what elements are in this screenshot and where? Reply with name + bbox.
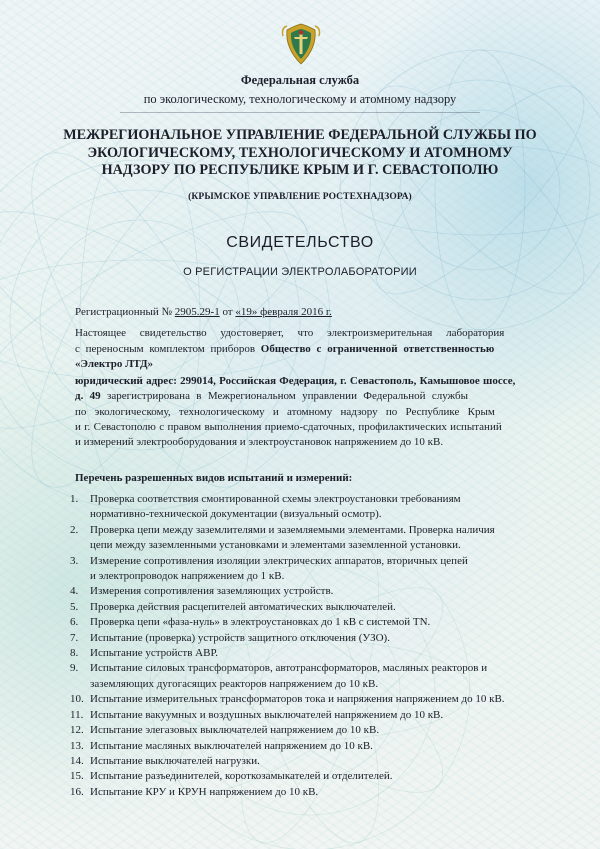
regional-office-title-line: МЕЖРЕГИОНАЛЬНОЕ УПРАВЛЕНИЕ ФЕДЕРАЛЬНОЙ СЛУЖБЫ ПО [63, 127, 537, 143]
list-item-number: 10. [70, 693, 84, 706]
list-item-text: заземляющих дугогасящих реакторов напряжением до 10 кВ. [90, 677, 379, 690]
list-item [70, 600, 570, 615]
list-item-text: Испытание измерительных трансформаторов тока и напряжения напряжением до 10 кВ. [90, 693, 505, 706]
list-item [70, 615, 570, 630]
list-item-number: 15. [70, 770, 84, 783]
registration-number: 2905.29-1 [174, 306, 220, 318]
list-item-number: 3. [70, 554, 79, 567]
regional-office-title-line: ЭКОЛОГИЧЕСКОМУ, ТЕХНОЛОГИЧЕСКОМУ И АТОМНОМУ [87, 144, 513, 161]
list-item-text: Проверка цепи «фаза-нуль» в электроустановках до 1 кВ с системой TN. [90, 616, 431, 629]
list-item [70, 754, 570, 769]
list-item-text: Испытание выключателей нагрузки. [90, 754, 260, 767]
list-item-text: Проверка соответствия смонтированной схемы электроустановки требованиям [90, 493, 461, 505]
list-item [70, 646, 570, 661]
paragraph-line: и г. Севастополю с правом выполнения приемо-сдаточных, профилактических испытаний [75, 420, 502, 433]
address-paragraph [75, 374, 555, 450]
legal-address-house: д. 49 [75, 390, 101, 403]
list-item [70, 523, 570, 554]
list-item-text: Испытание (проверка) устройств защитного отключения (УЗО). [90, 631, 390, 644]
list-item [70, 692, 570, 707]
registration-date: «19» февраля 2016 г. [235, 306, 332, 318]
org-name-line1: Федеральная служба [240, 73, 360, 87]
list-item-number: 16. [70, 785, 84, 798]
list-item-number: 4. [70, 585, 79, 598]
certificate-title: СВИДЕТЕЛЬСТВО [226, 234, 374, 251]
list-item-text: Испытание устройств АВР. [90, 647, 218, 660]
list-item-number: 2. [70, 523, 79, 536]
paragraph-line: по экологическому, технологическому и атомному надзору по Республике Крым [75, 405, 495, 418]
paragraph-text: с переносным комплектом приборов [75, 342, 256, 355]
regional-office-title-line: НАДЗОРУ ПО РЕСПУБЛИКЕ КРЫМ И Г. СЕВАСТОПОЛЮ [101, 162, 499, 178]
company-name-quoted: «Электро ЛТД» [75, 358, 154, 370]
org-name-line2: по экологическому, технологическому и атомному надзору [143, 92, 457, 106]
list-item-text: Измерения сопротивления заземляющих устройств. [90, 585, 334, 598]
paragraph-line: Настоящее свидетельство удостоверяет, что электроизмерительная лаборатория [75, 327, 505, 339]
list-item-number: 5. [70, 600, 79, 613]
list-item-text: Испытание силовых трансформаторов, автотрансформаторов, масляных реакторов и [90, 662, 488, 675]
list-item-number: 8. [70, 647, 79, 660]
list-item [70, 769, 570, 784]
list-item-number: 11. [70, 708, 84, 721]
registration-from: от [222, 306, 233, 318]
list-item-number: 9. [70, 662, 79, 675]
list-item-number: 1. [70, 493, 79, 505]
permitted-tests-list [70, 492, 570, 800]
list-item-text: Проверка цепи между заземлителями и заземляемыми элементами. Проверка наличия [90, 523, 495, 536]
list-item-text: Испытание элегазовых выключателей напряжением до 10 кВ. [90, 724, 380, 737]
list-item-text: Проверка действия расцепителей автоматических выключателей. [90, 600, 396, 613]
list-item-number: 6. [70, 616, 79, 629]
list-item [70, 739, 570, 754]
permitted-tests-heading: Перечень разрешенных видов испытаний и измерений: [75, 472, 353, 484]
legal-address: юридический адрес: 299014, Российская Федерация, г. Севастополь, Камышовое шоссе, [75, 375, 516, 387]
regional-office-short-name: (КРЫМСКОЕ УПРАВЛЕНИЕ РОСТЕХНАДЗОРА) [188, 192, 412, 202]
list-item [70, 723, 570, 738]
company-name: Общество с ограниченной ответственностью [260, 342, 495, 355]
regional-office-title [55, 127, 545, 180]
paragraph-text: зарегистрирована в Межрегиональном управлении Федеральной службы [107, 390, 468, 403]
registration-label: Регистрационный № [75, 306, 173, 318]
list-item [70, 631, 570, 646]
list-item-text: Испытание вакуумных и воздушных выключателей напряжением до 10 кВ. [90, 708, 444, 721]
paragraph-line [75, 342, 555, 358]
list-item [70, 708, 570, 723]
list-item-number: 14. [70, 754, 84, 767]
list-item-text: Измерение сопротивления изоляции электрических аппаратов, вторичных цепей [90, 554, 468, 567]
list-item-text: Испытание разъединителей, короткозамыкателей и отделителей. [90, 770, 393, 783]
list-item-text: и электропроводок напряжением до 1 кВ. [90, 570, 285, 583]
list-item-number: 13. [70, 739, 84, 752]
list-item [70, 661, 570, 692]
list-item-text: Испытание КРУ и КРУН напряжением до 10 кВ. [90, 785, 319, 798]
rostekhnadzor-emblem-icon [281, 20, 321, 66]
paragraph-line: и измерений электрооборудования и электроустановок напряжением до 10 кВ. [75, 436, 444, 449]
list-item [70, 554, 570, 585]
list-item [70, 492, 570, 523]
list-item-number: 12. [70, 724, 84, 737]
list-item-text: цепи между заземленными установками и элементами заземленной установки. [90, 539, 461, 552]
header-divider [120, 112, 480, 113]
list-item-number: 7. [70, 631, 79, 644]
certificate-subtitle: О РЕГИСТРАЦИИ ЭЛЕКТРОЛАБОРАТОРИИ [183, 266, 417, 278]
certification-paragraph [75, 326, 555, 373]
list-item-text: нормативно-технической документации (визуальный осмотр). [90, 508, 382, 521]
list-item [70, 785, 570, 800]
registration-line [75, 306, 332, 318]
list-item-text: Испытание масляных выключателей напряжением до 10 кВ. [90, 739, 373, 752]
paragraph-line [75, 389, 555, 404]
list-item [70, 584, 570, 599]
